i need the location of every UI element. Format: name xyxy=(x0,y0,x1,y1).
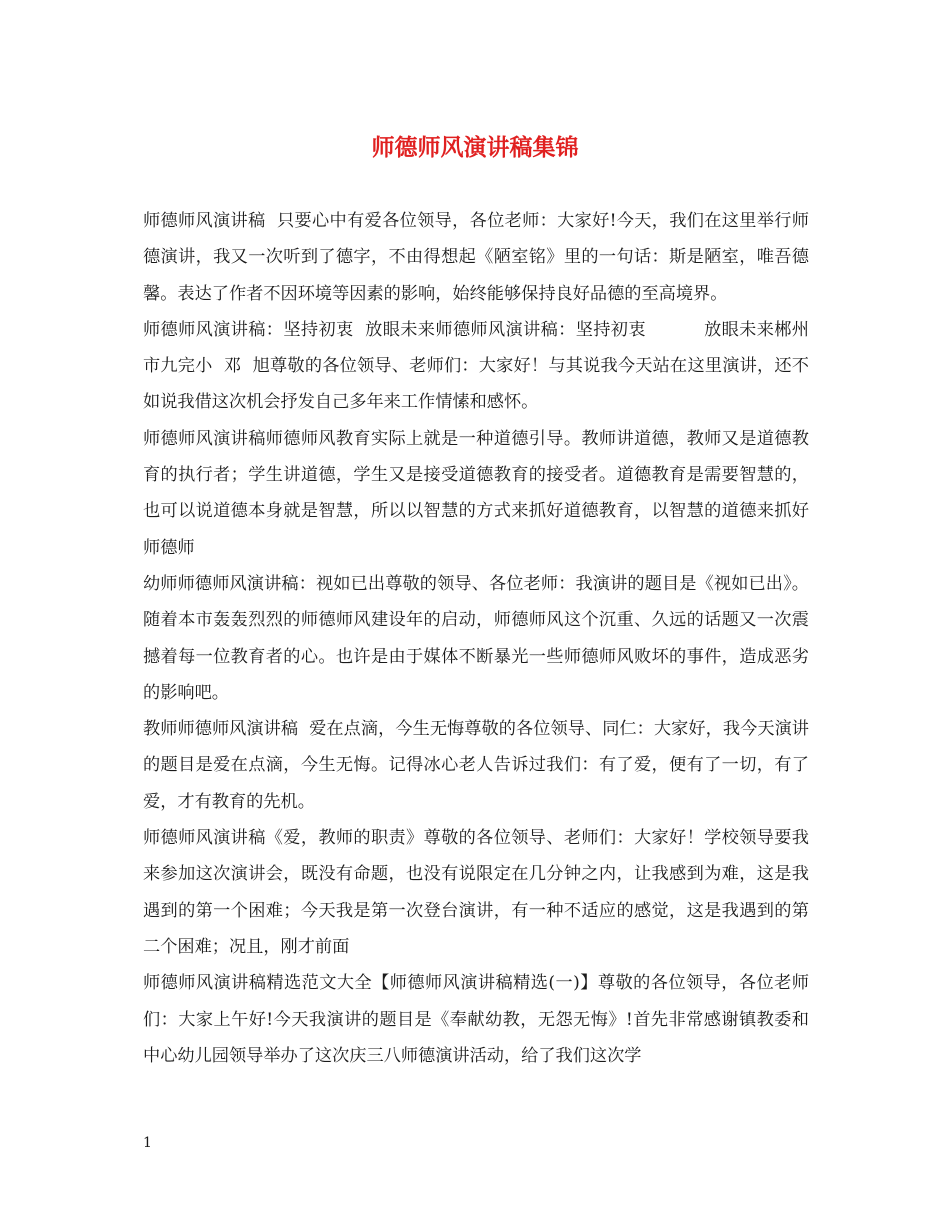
page-number: 1 xyxy=(143,1135,152,1151)
paragraph: 师德师风演讲稿师德师风教育实际上就是一种道德引导。教师讲道德，教师又是道德教育的执行者；学生讲道德，学生又是接受道德教育的接受者。道德教育是需要智慧的，也可以说道德本身就是智慧，所以以智慧的方式来抓好道德教育，以智慧的道德来抓好师德师 xyxy=(143,428,809,558)
document-body xyxy=(143,203,809,1074)
paragraph: 幼师师德师风演讲稿：视如已出尊敬的领导、各位老师：我演讲的题目是《视如已出》。随着本市轰轰烈烈的师德师风建设年的启动，师德师风这个沉重、久远的话题又一次震撼着每一位教育者的心。也许是由于媒体不断暴光一些师德师风败坏的事件，造成恶劣的影响吧。 xyxy=(143,573,809,703)
paragraph: 师德师风演讲稿：坚持初衷 放眼未来师德师风演讲稿：坚持初衷 放眼未来郴州市九完小 邓 旭尊敬的各位领导、老师们：大家好！与其说我今天站在这里演讲，还不如说我借这次机会抒发自己多年来工作情愫和感怀。 xyxy=(143,319,809,413)
paragraph: 师德师风演讲稿 只要心中有爱各位领导，各位老师：大家好!今天，我们在这里举行师德演讲，我又一次听到了德字，不由得想起《陋室铭》里的一句话：斯是陋室，唯吾德馨。表达了作者不因环境等因素的影响，始终能够保持良好品德的至高境界。 xyxy=(143,211,809,304)
document-title: 师德师风演讲稿集锦 xyxy=(371,134,579,161)
paragraph: 师德师风演讲稿《爱，教师的职责》尊敬的各位领导、老师们：大家好！学校领导要我来参加这次演讲会，既没有命题，也没有说限定在几分钟之内，让我感到为难，这是我遇到的第一个困难；今天我是第一次登台演讲，有一种不适应的感觉，这是我遇到的第二个困难；况且，刚才前面 xyxy=(143,828,809,957)
paragraph: 师德师风演讲稿精选范文大全【师德师风演讲稿精选(一)】尊敬的各位领导，各位老师们：大家上午好!今天我演讲的题目是《奉献幼教，无怨无悔》!首先非常感谢镇教委和中心幼儿园领导举办了这次庆三八师德演讲活动，给了我们这次学 xyxy=(143,973,809,1066)
paragraph: 教师师德师风演讲稿 爱在点滴，今生无悔尊敬的各位领导、同仁：大家好，我今天演讲的题目是爱在点滴，今生无悔。记得冰心老人告诉过我们：有了爱，便有了一切，有了爱，才有教育的先机。 xyxy=(143,719,809,812)
